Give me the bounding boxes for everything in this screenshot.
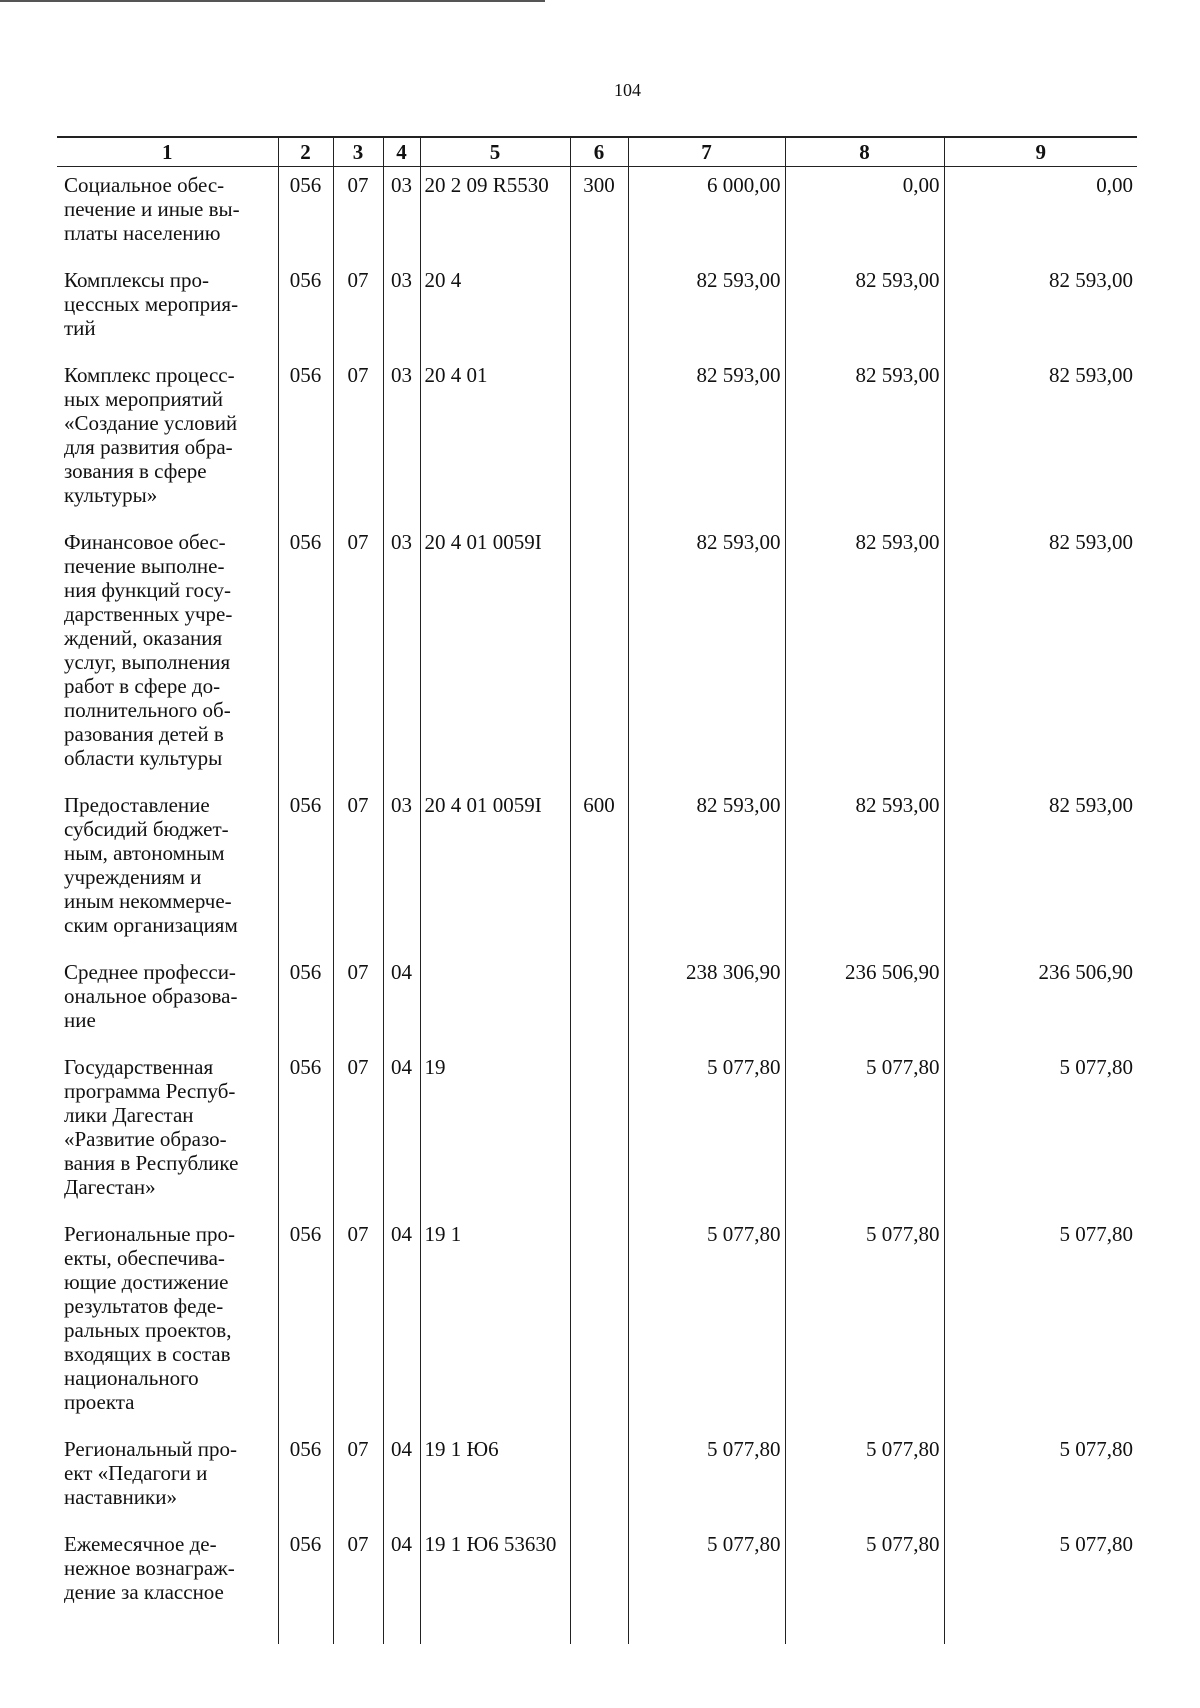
table-row: [57, 357, 1137, 524]
section-code-cell: 07: [333, 357, 383, 524]
expense-type-cell: [570, 524, 628, 787]
table-row: [57, 1216, 1137, 1431]
amount-year1-cell: 5 077,80: [628, 1216, 785, 1431]
section-code-cell: 07: [333, 524, 383, 787]
subsection-code-cell: 04: [383, 1526, 420, 1644]
amount-year1-cell: 82 593,00: [628, 357, 785, 524]
table-row: [57, 1431, 1137, 1526]
table-row: [57, 262, 1137, 357]
ministry-code-cell: 056: [278, 954, 333, 1049]
item-name-cell: Комплекс процесс- ных мероприятий «Создание условий для развития обра- зования в сфере культуры»: [64, 363, 238, 507]
section-code-cell: 07: [333, 954, 383, 1049]
subsection-code-cell: 03: [383, 524, 420, 787]
amount-year1-cell: 5 077,80: [628, 1049, 785, 1216]
amount-year3-cell: 82 593,00: [944, 524, 1137, 787]
table-row: [57, 954, 1137, 1049]
subsection-code-cell: 04: [383, 1431, 420, 1526]
table-header: [57, 137, 1137, 167]
target-article-cell: 19 1: [420, 1216, 570, 1431]
budget-table: [57, 136, 1137, 1644]
subsection-code-cell: 04: [383, 1049, 420, 1216]
ministry-code-cell: 056: [278, 524, 333, 787]
subsection-code-cell: 04: [383, 1216, 420, 1431]
amount-year3-cell: 82 593,00: [944, 357, 1137, 524]
item-name-cell: Региональный про- ект «Педагоги и наставники»: [64, 1437, 237, 1509]
expense-type-cell: 300: [570, 167, 628, 263]
section-code-cell: 07: [333, 787, 383, 954]
column-header: 4: [383, 137, 420, 167]
amount-year1-cell: 82 593,00: [628, 262, 785, 357]
section-code-cell: 07: [333, 1216, 383, 1431]
ministry-code-cell: 056: [278, 167, 333, 263]
section-code-cell: 07: [333, 1526, 383, 1644]
item-name-cell: Среднее професси- ональное образова- ние: [64, 960, 238, 1032]
table-row: [57, 787, 1137, 954]
target-article-cell: 20 4 01 0059I: [420, 524, 570, 787]
column-header: 2: [278, 137, 333, 167]
subsection-code-cell: 03: [383, 167, 420, 263]
ministry-code-cell: 056: [278, 1216, 333, 1431]
section-code-cell: 07: [333, 262, 383, 357]
amount-year2-cell: 5 077,80: [785, 1431, 944, 1526]
expense-type-cell: [570, 1526, 628, 1644]
target-article-cell: 20 4: [420, 262, 570, 357]
amount-year2-cell: 5 077,80: [785, 1216, 944, 1431]
target-article-cell: [420, 954, 570, 1049]
target-article-cell: 19: [420, 1049, 570, 1216]
amount-year2-cell: 5 077,80: [785, 1049, 944, 1216]
amount-year3-cell: 5 077,80: [944, 1431, 1137, 1526]
subsection-code-cell: 04: [383, 954, 420, 1049]
column-header: 7: [628, 137, 785, 167]
amount-year1-cell: 82 593,00: [628, 787, 785, 954]
column-header: 3: [333, 137, 383, 167]
ministry-code-cell: 056: [278, 1526, 333, 1644]
ministry-code-cell: 056: [278, 1431, 333, 1526]
ministry-code-cell: 056: [278, 262, 333, 357]
table-body: [57, 167, 1137, 1645]
amount-year2-cell: 82 593,00: [785, 787, 944, 954]
page-number: 104: [614, 80, 641, 100]
table-row: [57, 1049, 1137, 1216]
amount-year1-cell: 6 000,00: [628, 167, 785, 263]
ministry-code-cell: 056: [278, 1049, 333, 1216]
target-article-cell: 19 1 Ю6: [420, 1431, 570, 1526]
amount-year2-cell: 82 593,00: [785, 262, 944, 357]
expense-type-cell: 600: [570, 787, 628, 954]
column-header: 9: [944, 137, 1137, 167]
target-article-cell: 20 4 01 0059I: [420, 787, 570, 954]
amount-year3-cell: 236 506,90: [944, 954, 1137, 1049]
item-name-cell: Финансовое обес- печение выполне- ния функций госу- дарственных учре- ждений, оказания услуг, выполнения работ в сфере до- полнительного об- разования детей в области культуры: [64, 530, 233, 770]
amount-year1-cell: 82 593,00: [628, 524, 785, 787]
amount-year2-cell: 5 077,80: [785, 1526, 944, 1644]
table-row: [57, 167, 1137, 263]
ministry-code-cell: 056: [278, 787, 333, 954]
subsection-code-cell: 03: [383, 262, 420, 357]
table-row: [57, 1526, 1137, 1644]
amount-year2-cell: 0,00: [785, 167, 944, 263]
item-name-cell: Государственная программа Респуб- лики Дагестан «Развитие образо- вания в Республике Дагестан»: [64, 1055, 239, 1199]
amount-year2-cell: 82 593,00: [785, 524, 944, 787]
target-article-cell: 20 2 09 R5530: [420, 167, 570, 263]
column-header: 1: [57, 137, 278, 167]
item-name-cell: Комплексы про- цессных мероприя- тий: [64, 268, 239, 340]
column-header: 5: [420, 137, 570, 167]
budget-table-container: [57, 136, 1137, 1644]
table-row: [57, 524, 1137, 787]
amount-year2-cell: 236 506,90: [785, 954, 944, 1049]
expense-type-cell: [570, 262, 628, 357]
amount-year1-cell: 5 077,80: [628, 1431, 785, 1526]
ministry-code-cell: 056: [278, 357, 333, 524]
amount-year3-cell: 82 593,00: [944, 787, 1137, 954]
amount-year1-cell: 5 077,80: [628, 1526, 785, 1644]
amount-year3-cell: 5 077,80: [944, 1526, 1137, 1644]
amount-year3-cell: 82 593,00: [944, 262, 1137, 357]
amount-year3-cell: 0,00: [944, 167, 1137, 263]
item-name-cell: Региональные про- екты, обеспечива- ющие достижение результатов феде- ральных проектов, входящих в состав национального проекта: [64, 1222, 236, 1414]
section-code-cell: 07: [333, 1431, 383, 1526]
target-article-cell: 20 4 01: [420, 357, 570, 524]
target-article-cell: 19 1 Ю6 53630: [420, 1526, 570, 1644]
expense-type-cell: [570, 1049, 628, 1216]
header-row: [57, 137, 1137, 167]
item-name-cell: Социальное обес- печение и иные вы- платы населению: [64, 173, 240, 245]
amount-year3-cell: 5 077,80: [944, 1216, 1137, 1431]
expense-type-cell: [570, 357, 628, 524]
top-border-line: [0, 0, 545, 2]
expense-type-cell: [570, 1431, 628, 1526]
amount-year1-cell: 238 306,90: [628, 954, 785, 1049]
subsection-code-cell: 03: [383, 357, 420, 524]
column-header: 8: [785, 137, 944, 167]
section-code-cell: 07: [333, 1049, 383, 1216]
expense-type-cell: [570, 954, 628, 1049]
item-name-cell: Ежемесячное де- нежное вознаграж- дение за классное: [64, 1532, 235, 1604]
section-code-cell: 07: [333, 167, 383, 263]
amount-year2-cell: 82 593,00: [785, 357, 944, 524]
expense-type-cell: [570, 1216, 628, 1431]
column-header: 6: [570, 137, 628, 167]
subsection-code-cell: 03: [383, 787, 420, 954]
amount-year3-cell: 5 077,80: [944, 1049, 1137, 1216]
item-name-cell: Предоставление субсидий бюджет- ным, автономным учреждениям и иным некоммерче- ским организациям: [64, 793, 238, 937]
